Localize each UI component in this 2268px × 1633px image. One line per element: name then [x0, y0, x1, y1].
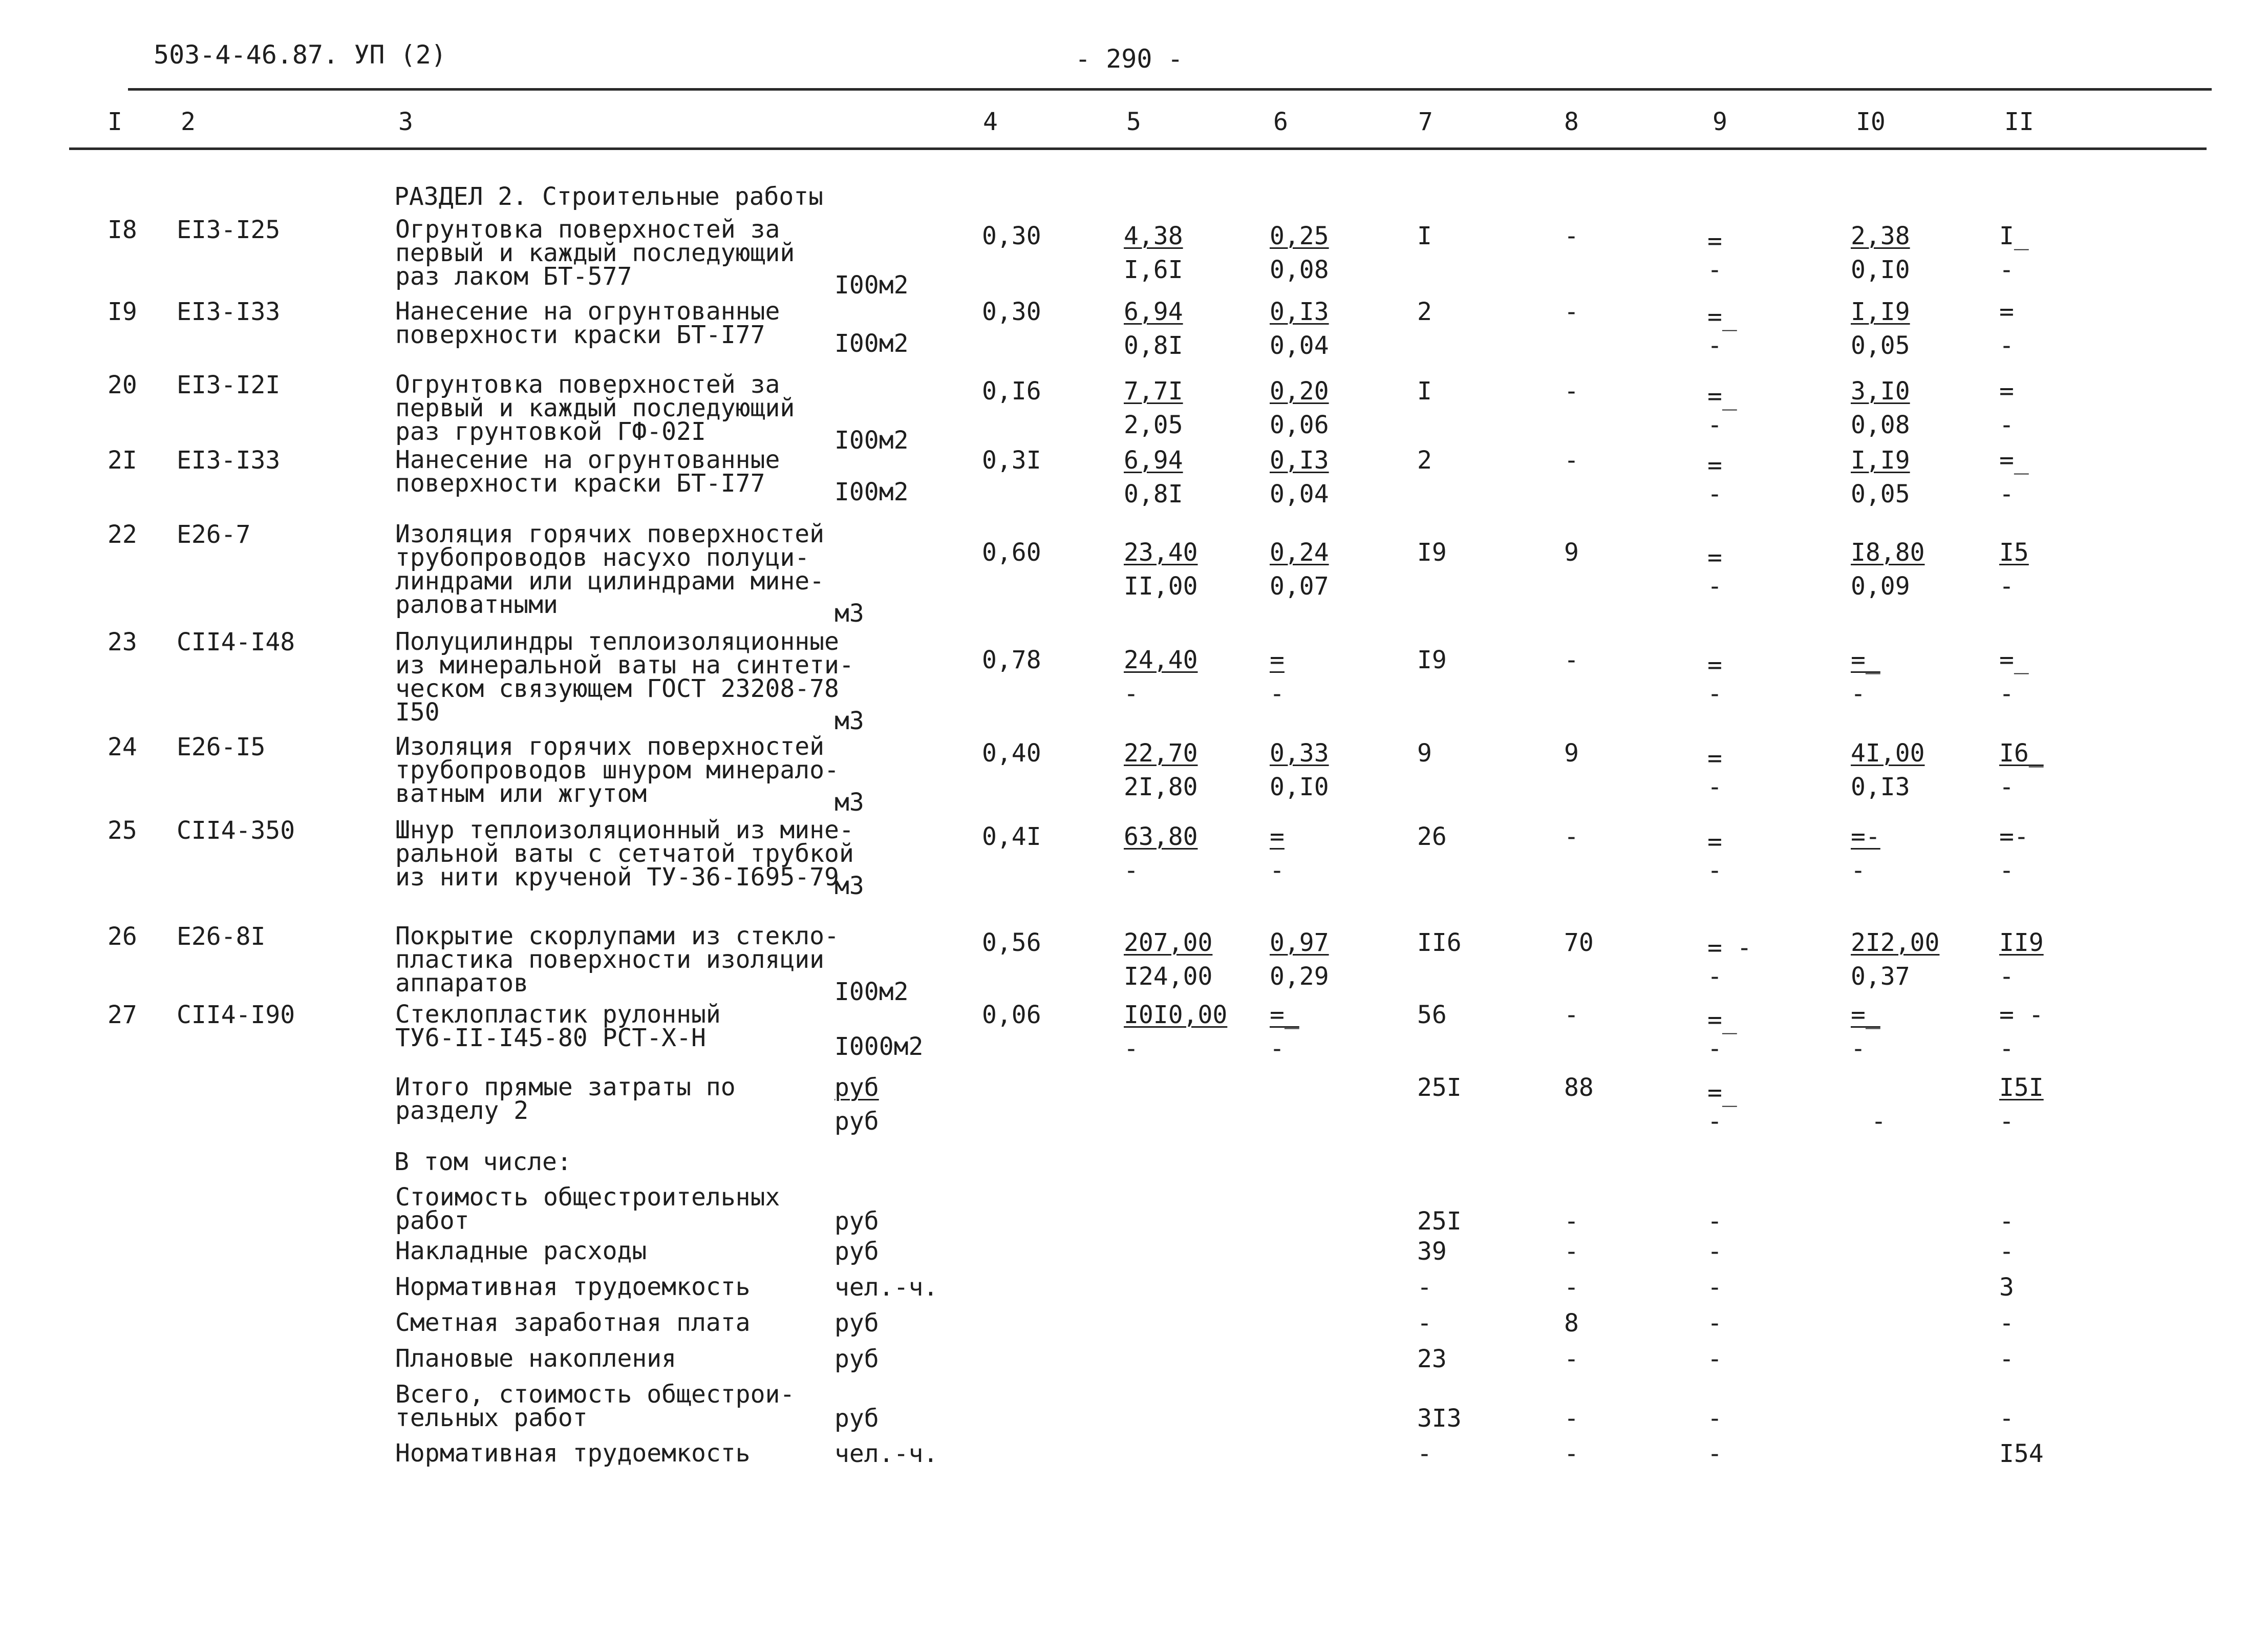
labor-per-unit: =- [1851, 822, 1880, 851]
totals-wages: 88 [1564, 1073, 1594, 1102]
labor-per-unit-machine: 0,05 [1851, 480, 1910, 508]
summary-unit: руб [835, 1207, 879, 1236]
description-line: Изоляция горячих поверхностей [395, 732, 825, 761]
unit-cost-total: 207,00 [1124, 928, 1213, 957]
header-bottom-rule [69, 147, 2207, 150]
description-line: поверхности краски БТ-I77 [395, 321, 765, 349]
description-line: ческом связующем ГОСТ 23208-78 [395, 674, 839, 703]
quantity: 0,56 [982, 928, 1041, 957]
labor-total-machine: - [1999, 480, 2014, 508]
summary-cost: 39 [1417, 1237, 1447, 1266]
labor-per-unit: =_ [1851, 646, 1880, 674]
summary-machine: - [1707, 1309, 1722, 1338]
total-cost: I [1417, 377, 1432, 406]
unit-cost-total: 6,94 [1124, 298, 1183, 326]
rate-code: CII4-I90 [177, 1001, 295, 1029]
labor-per-unit-machine: 0,I0 [1851, 256, 1910, 284]
summary-label [395, 1380, 795, 1432]
unit-cost-wages: - [1124, 856, 1139, 885]
total-cost: 2 [1417, 446, 1432, 475]
summary-machine: - [1707, 1404, 1722, 1433]
unit-cost-wages: 0,8I [1124, 331, 1183, 360]
unit-cost-machines: 0,20 [1270, 377, 1329, 406]
machine-wages: - [1707, 680, 1722, 708]
work-description [395, 370, 795, 446]
machine-wages: - [1707, 572, 1722, 601]
total-wages: - [1564, 1001, 1579, 1029]
labor-per-unit: 2I2,00 [1851, 928, 1940, 957]
unit-cost-wages: 2I,80 [1124, 773, 1198, 801]
summary-labor: - [1999, 1404, 2014, 1433]
unit-cost-total: 23,40 [1124, 538, 1198, 567]
unit-cost-wages: 2,05 [1124, 411, 1183, 439]
summary-machine: - [1707, 1207, 1722, 1236]
summary-labor: - [1999, 1237, 2014, 1266]
summary-cost: 23 [1417, 1345, 1447, 1373]
totals-label [395, 1073, 736, 1125]
unit-cost-machine-wages: - [1270, 856, 1285, 885]
labor-total-machine: - [1999, 680, 2014, 708]
machine-wages: - [1707, 411, 1722, 439]
total-wages: - [1564, 822, 1579, 851]
totals-labor-total-machine: - [1999, 1107, 2014, 1136]
summary-wages: - [1564, 1345, 1579, 1373]
description-line: Нанесение на огрунтованные [395, 297, 780, 326]
work-description [395, 297, 780, 349]
unit-cost-machines: 0,33 [1270, 739, 1329, 768]
labor-total-machine: - [1999, 773, 2014, 801]
unit-cost-machine-wages: 0,06 [1270, 411, 1329, 439]
unit: м3 [835, 707, 864, 735]
machine-wages: - [1707, 331, 1722, 360]
total-cost: 2 [1417, 298, 1432, 326]
labor-total: II9 [1999, 928, 2044, 957]
labor-total: =- [1999, 822, 2029, 851]
labor-total: =_ [1999, 446, 2029, 475]
summary-label [395, 1439, 751, 1468]
column-number: 8 [1564, 108, 1579, 136]
description-line: аппаратов [395, 969, 529, 998]
unit-cost-wages: II,00 [1124, 572, 1198, 601]
document-code: 503-4-46.87. УП (2) [154, 40, 446, 70]
summary-label [395, 1185, 780, 1233]
labor-total-machine: - [1999, 411, 2014, 439]
labor-total: I6_ [1999, 739, 2044, 768]
column-number: II [2004, 108, 2034, 136]
totals-machine-cost: =_ [1707, 1078, 1737, 1107]
labor-total-machine: - [1999, 256, 2014, 284]
unit-cost-machine-wages: - [1270, 680, 1285, 708]
total-wages: - [1564, 222, 1579, 250]
rate-code: EI3-I2I [177, 371, 281, 399]
machine-wages: - [1707, 256, 1722, 284]
unit-cost-total: 24,40 [1124, 646, 1198, 674]
labor-total: = - [1999, 1001, 2044, 1029]
labor-total: = [1999, 377, 2014, 406]
column-number: 9 [1713, 108, 1727, 136]
totals-unit: руб [835, 1107, 879, 1136]
row-number: 23 [108, 628, 137, 656]
summary-unit: чел.-ч. [835, 1273, 938, 1302]
summary-label-line: работ [395, 1206, 469, 1235]
quantity: 0,06 [982, 1001, 1041, 1029]
unit-cost-machines: = [1270, 646, 1285, 674]
summary-wages: - [1564, 1404, 1579, 1433]
unit-cost-wages: I,6I [1124, 256, 1183, 284]
column-number: 3 [398, 108, 413, 136]
work-description [395, 922, 839, 998]
unit: I000м2 [835, 1032, 924, 1061]
quantity: 0,30 [982, 222, 1041, 250]
summary-label-line: Нормативная трудоемкость [395, 1273, 751, 1301]
summary-labor: I54 [1999, 1439, 2044, 1468]
work-description [395, 627, 854, 727]
labor-per-unit: 3,I0 [1851, 377, 1910, 406]
description-line: из минеральной ваты на синтети- [395, 651, 854, 680]
machine-wages: - [1707, 856, 1722, 885]
totals-machine-wages: - [1707, 1107, 1722, 1136]
summary-unit: руб [835, 1404, 879, 1433]
machine-cost: =_ [1707, 382, 1737, 411]
page-number: - 290 - [1075, 44, 1183, 74]
summary-wages: - [1564, 1207, 1579, 1236]
rate-code: CII4-I48 [177, 628, 295, 656]
labor-per-unit: 2,38 [1851, 222, 1910, 250]
unit-cost-wages: 0,8I [1124, 480, 1183, 508]
total-cost: 9 [1417, 739, 1432, 768]
section-title: РАЗДЕЛ 2. Строительные работы [394, 182, 824, 211]
row-number: 20 [108, 371, 137, 399]
unit-cost-machines: 0,I3 [1270, 298, 1329, 326]
unit-cost-machines: 0,97 [1270, 928, 1329, 957]
summary-cost: - [1417, 1439, 1432, 1468]
summary-label-line: Всего, стоимость общестрои- [395, 1380, 795, 1409]
summary-unit: чел.-ч. [835, 1439, 938, 1468]
summary-labor: - [1999, 1207, 2014, 1236]
quantity: 0,60 [982, 538, 1041, 567]
rate-code: EI3-I33 [177, 446, 281, 475]
description-line: раз лаком БТ-577 [395, 262, 632, 291]
work-description [395, 1000, 721, 1052]
quantity: 0,3I [982, 446, 1041, 475]
machine-cost: = [1707, 828, 1722, 856]
column-number: 5 [1126, 108, 1141, 136]
row-number: 22 [108, 520, 137, 549]
total-wages: - [1564, 377, 1579, 406]
description-line: Изоляция горячих поверхностей [395, 520, 825, 548]
unit-cost-machine-wages: - [1270, 1034, 1285, 1063]
labor-total: = [1999, 298, 2014, 326]
machine-wages: - [1707, 1034, 1722, 1063]
unit: I00м2 [835, 978, 909, 1006]
unit: I00м2 [835, 426, 909, 455]
summary-machine: - [1707, 1345, 1722, 1373]
description-line: Полуцилиндры теплоизоляционные [395, 627, 839, 656]
total-wages: - [1564, 298, 1579, 326]
summary-labor: 3 [1999, 1273, 2014, 1302]
summary-label-line: Сметная заработная плата [395, 1308, 751, 1337]
unit-cost-total: 6,94 [1124, 446, 1183, 475]
unit-cost-machine-wages: 0,04 [1270, 480, 1329, 508]
unit-cost-wages: - [1124, 1034, 1139, 1063]
machine-cost: = [1707, 451, 1722, 480]
summary-wages: - [1564, 1237, 1579, 1266]
top-rule [128, 88, 2212, 91]
unit-cost-machines: = [1270, 822, 1285, 851]
unit-cost-machine-wages: 0,07 [1270, 572, 1329, 601]
description-line: линдрами или цилиндрами мине- [395, 567, 825, 596]
summary-machine: - [1707, 1439, 1722, 1468]
labor-per-unit-machine: 0,05 [1851, 331, 1910, 360]
row-number: 24 [108, 733, 137, 761]
summary-unit: руб [835, 1345, 879, 1373]
row-number: 27 [108, 1001, 137, 1029]
labor-per-unit-machine: 0,08 [1851, 411, 1910, 439]
machine-cost: = [1707, 543, 1722, 572]
summary-labor: - [1999, 1345, 2014, 1373]
unit-cost-machines: 0,24 [1270, 538, 1329, 567]
work-description [395, 816, 854, 892]
total-cost: 26 [1417, 822, 1447, 851]
unit-cost-total: 63,80 [1124, 822, 1198, 851]
totals-label-line: разделу 2 [395, 1096, 529, 1125]
summary-wages: - [1564, 1439, 1579, 1468]
description-line: поверхности краски БТ-I77 [395, 469, 765, 498]
summary-label-line: тельных работ [395, 1404, 588, 1432]
labor-per-unit-machine: 0,I3 [1851, 773, 1910, 801]
description-line: Нанесение на огрунтованные [395, 446, 780, 474]
labor-per-unit-machine: - [1851, 856, 1866, 885]
summary-label [395, 1344, 677, 1373]
summary-wages: 8 [1564, 1309, 1579, 1338]
description-line: раз грунтовкой ГФ-02I [395, 417, 706, 446]
description-line: из нити крученой ТУ-36-I695-79 [395, 863, 839, 892]
summary-cost: 3I3 [1417, 1404, 1462, 1433]
column-number: I0 [1856, 108, 1886, 136]
summary-machine: - [1707, 1273, 1722, 1302]
description-line: Шнур теплоизоляционный из мине- [395, 816, 854, 844]
column-number: 6 [1273, 108, 1288, 136]
total-cost: I9 [1417, 538, 1447, 567]
labor-per-unit: 4I,00 [1851, 739, 1925, 768]
summary-label [395, 1275, 751, 1299]
work-description [395, 446, 780, 498]
summary-label-line: Плановые накопления [395, 1344, 677, 1373]
description-line: Покрытие скорлупами из стекло- [395, 922, 839, 950]
rate-code: EI3-I25 [177, 216, 281, 244]
description-line: трубопроводов шнуром минерало- [395, 756, 839, 784]
labor-total-machine: - [1999, 962, 2014, 991]
row-number: 25 [108, 816, 137, 845]
machine-cost: = [1707, 651, 1722, 680]
description-line: первый и каждый последующий [395, 394, 795, 422]
unit: I00м2 [835, 478, 909, 506]
machine-cost: = - [1707, 934, 1752, 962]
work-description [395, 732, 839, 808]
unit-cost-total: 22,70 [1124, 739, 1198, 768]
unit-cost-total: 7,7I [1124, 377, 1183, 406]
summary-unit: руб [835, 1237, 879, 1266]
unit: м3 [835, 788, 864, 817]
rate-code: E26-I5 [177, 733, 266, 761]
quantity: 0,30 [982, 298, 1041, 326]
total-cost: 56 [1417, 1001, 1447, 1029]
summary-wages: - [1564, 1273, 1579, 1302]
quantity: 0,I6 [982, 377, 1041, 406]
quantity: 0,4I [982, 822, 1041, 851]
labor-per-unit-machine: 0,09 [1851, 572, 1910, 601]
labor-total-machine: - [1999, 572, 2014, 601]
totals-cost: 25I [1417, 1073, 1462, 1102]
summary-machine: - [1707, 1237, 1722, 1266]
summary-label [395, 1308, 751, 1337]
machine-cost: = [1707, 227, 1722, 256]
work-description [395, 215, 795, 291]
row-number: 26 [108, 922, 137, 951]
totals-unit: руб [835, 1073, 879, 1102]
description-line: ральной ваты с сетчатой трубкой [395, 839, 854, 868]
total-wages: 70 [1564, 928, 1594, 957]
labor-per-unit-machine: - [1851, 680, 1866, 708]
machine-wages: - [1707, 773, 1722, 801]
column-number: 7 [1418, 108, 1433, 136]
unit-cost-total: 4,38 [1124, 222, 1183, 250]
description-line: пластика поверхности изоляции [395, 945, 825, 974]
totals-labor: - [1871, 1107, 1886, 1136]
column-number: 2 [181, 108, 196, 136]
row-number: I9 [108, 298, 137, 326]
labor-total-machine: - [1999, 1034, 2014, 1063]
description-line: ватным или жгутом [395, 779, 647, 808]
total-wages: - [1564, 646, 1579, 674]
unit-cost-machine-wages: 0,08 [1270, 256, 1329, 284]
unit-cost-machines: =_ [1270, 1001, 1299, 1029]
unit-cost-wages: - [1124, 680, 1139, 708]
labor-total: I5 [1999, 538, 2029, 567]
quantity: 0,78 [982, 646, 1041, 674]
summary-label-line: Накладные расходы [395, 1237, 647, 1265]
machine-wages: - [1707, 480, 1722, 508]
machine-wages: - [1707, 962, 1722, 991]
unit-cost-total: I0I0,00 [1124, 1001, 1228, 1029]
labor-total: =_ [1999, 646, 2029, 674]
machine-cost: =_ [1707, 1006, 1737, 1034]
machine-cost: =_ [1707, 303, 1737, 331]
description-line: I50 [395, 698, 440, 727]
description-line: ТУ6-II-I45-80 РСТ-Х-Н [395, 1024, 706, 1052]
labor-total-machine: - [1999, 331, 2014, 360]
summary-label-line: Нормативная трудоемкость [395, 1439, 751, 1468]
labor-total-machine: - [1999, 856, 2014, 885]
including-label: В том числе: [394, 1148, 572, 1176]
description-line: Огрунтовка поверхностей за [395, 370, 780, 399]
labor-per-unit-machine: 0,37 [1851, 962, 1910, 991]
summary-label-line: Стоимость общестроительных [395, 1183, 780, 1212]
unit-cost-machine-wages: 0,04 [1270, 331, 1329, 360]
labor-total: I_ [1999, 222, 2029, 250]
row-number: 2I [108, 446, 137, 475]
labor-per-unit: I,I9 [1851, 446, 1910, 475]
unit-cost-machines: 0,I3 [1270, 446, 1329, 475]
machine-cost: = [1707, 744, 1722, 773]
work-description [395, 522, 824, 617]
total-wages: 9 [1564, 739, 1579, 768]
labor-per-unit-machine: - [1851, 1034, 1866, 1063]
quantity: 0,40 [982, 739, 1041, 768]
total-wages: 9 [1564, 538, 1579, 567]
total-cost: II6 [1417, 928, 1462, 957]
summary-label [395, 1239, 647, 1263]
description-line: Стеклопластик рулонный [395, 1000, 721, 1029]
totals-label-line: Итого прямые затраты по [395, 1073, 736, 1101]
total-cost: I [1417, 222, 1432, 250]
totals-labor-total: I5I [1999, 1073, 2044, 1102]
unit-cost-machine-wages: 0,29 [1270, 962, 1329, 991]
unit-cost-wages: I24,00 [1124, 962, 1213, 991]
description-line: первый и каждый последующий [395, 239, 795, 267]
rate-code: E26-7 [177, 520, 251, 549]
unit-cost-machine-wages: 0,I0 [1270, 773, 1329, 801]
unit: I00м2 [835, 271, 909, 300]
summary-unit: руб [835, 1309, 879, 1338]
summary-cost: - [1417, 1273, 1432, 1302]
rate-code: CII4-350 [177, 816, 295, 845]
summary-cost: 25I [1417, 1207, 1462, 1236]
labor-per-unit: I,I9 [1851, 298, 1910, 326]
total-wages: - [1564, 446, 1579, 475]
labor-per-unit: =_ [1851, 1001, 1880, 1029]
column-number: I [108, 108, 122, 136]
column-number: 4 [983, 108, 998, 136]
unit: м3 [835, 599, 864, 628]
summary-cost: - [1417, 1309, 1432, 1338]
unit: I00м2 [835, 329, 909, 358]
unit: м3 [835, 872, 864, 900]
summary-labor: - [1999, 1309, 2014, 1338]
total-cost: I9 [1417, 646, 1447, 674]
description-line: раловатными [395, 590, 558, 619]
rate-code: EI3-I33 [177, 298, 281, 326]
description-line: Огрунтовка поверхностей за [395, 215, 780, 244]
rate-code: E26-8I [177, 922, 266, 951]
description-line: трубопроводов насухо полуци- [395, 543, 810, 572]
row-number: I8 [108, 216, 137, 244]
unit-cost-machines: 0,25 [1270, 222, 1329, 250]
labor-per-unit: I8,80 [1851, 538, 1925, 567]
